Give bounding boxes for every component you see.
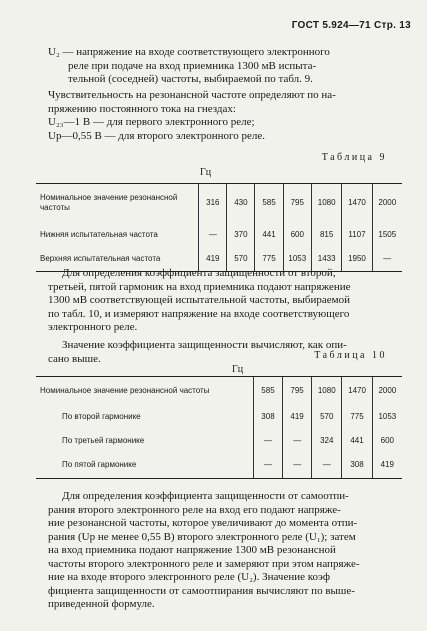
- text-line: рания второго электронного реле на вход его подают напряже-: [48, 503, 341, 516]
- table-cell: 1505: [372, 222, 402, 248]
- table-cell: 1470: [342, 184, 372, 222]
- table-cell: 1053: [283, 248, 311, 272]
- text-line: третьей, пятой гармоник на вход приемника подают напряжение: [48, 280, 351, 293]
- text-line: реле при подаче на вход приемника 1300 мВ испыта-: [68, 59, 317, 72]
- table-cell: —: [253, 429, 282, 453]
- row-label: Номинальное значение резонансной частоты: [36, 184, 199, 222]
- text-line: Для определения коэффициента защищенности от самоотпи-: [62, 490, 349, 502]
- row-label: Верхняя испытательная частота: [36, 248, 199, 272]
- row-label: По второй гармонике: [62, 411, 141, 421]
- text-line: U₂ — напряжение на входе соответствующего электронного: [48, 46, 330, 58]
- table-cell: —: [312, 453, 342, 479]
- text-line: Для определения коэффициента защищенности от второй,: [62, 267, 336, 279]
- table-cell: 1107: [342, 222, 372, 248]
- text-line: фициента защищенности от самоотпирания вычисляют по выше-: [48, 584, 355, 597]
- table-cell: 419: [199, 248, 227, 272]
- text-line: сано выше.: [48, 352, 101, 365]
- table-cell: 324: [312, 429, 342, 453]
- text-line: на вход приемника подают напряжение 1300 мВ резонансной: [48, 544, 336, 556]
- final-paragraph: [48, 490, 400, 612]
- table-cell: 316: [199, 184, 227, 222]
- table-cell: 775: [342, 405, 372, 429]
- table-cell: —: [283, 453, 312, 479]
- table-cell: 585: [255, 184, 283, 222]
- text-line: ние на входе второго электронного реле (U₂). Значение коэф: [48, 571, 330, 583]
- resonance-paragraph: [48, 89, 400, 143]
- table-cell: —: [372, 248, 402, 272]
- table-cell: 795: [283, 377, 312, 405]
- text-line: Uр—0,55 В — для второго электронного реле.: [48, 129, 266, 142]
- table-cell: 1470: [342, 377, 372, 405]
- table-cell: 570: [312, 405, 342, 429]
- table-cell: 308: [253, 405, 282, 429]
- table-cell: 1080: [312, 377, 342, 405]
- text-line: Чувствительность на резонансной частоте определяют по на-: [48, 89, 336, 101]
- table9-caption: Таблица 9: [321, 152, 387, 163]
- table-cell: 308: [342, 453, 372, 479]
- table-cell: 585: [253, 377, 282, 405]
- table-cell: 1053: [372, 405, 402, 429]
- table-cell: 1433: [312, 248, 342, 272]
- text-line: ние резонансной частоты, которое увеличивают до момента отпи-: [48, 517, 358, 529]
- row-label: Номинальное значение резонансной частоты: [36, 377, 253, 405]
- table-cell: 795: [283, 184, 311, 222]
- intro-paragraph: [48, 46, 400, 87]
- table-cell: 600: [372, 429, 402, 453]
- text-line: тельной (соседней) частоты, выбираемой по табл. 9.: [68, 73, 313, 85]
- page-header: ГОСТ 5.924—71 Стр. 13: [291, 20, 411, 31]
- table-cell: 2000: [372, 377, 402, 405]
- table10-caption: Таблица 10: [314, 350, 387, 361]
- table10-unit: Гц: [232, 364, 244, 375]
- table-cell: 430: [227, 184, 255, 222]
- table-cell: 1080: [312, 184, 342, 222]
- table-row: [36, 377, 402, 405]
- text-line: по табл. 10, и измеряют напряжение на входе соответствующего: [48, 307, 350, 320]
- table-cell: 570: [227, 248, 255, 272]
- table-cell: 775: [255, 248, 283, 272]
- table-cell: —: [253, 453, 282, 479]
- text-line: рания (Uр не менее 0,55 В) второго электронного реле (U₁); затем: [48, 530, 356, 543]
- table-9: [36, 183, 402, 272]
- text-line: пряжению постоянного тока на гнездах:: [48, 102, 236, 115]
- table-cell: 2000: [372, 184, 402, 222]
- table-cell: —: [199, 222, 227, 248]
- table-cell: 370: [227, 222, 255, 248]
- table-row: [36, 429, 402, 453]
- table9-unit: Гц: [200, 167, 212, 178]
- table-cell: 419: [283, 405, 312, 429]
- table-10: [36, 376, 402, 479]
- text-line: электронного реле.: [48, 321, 138, 333]
- table-row: [36, 184, 402, 222]
- table-cell: 441: [342, 429, 372, 453]
- table-row: [36, 222, 402, 248]
- protection-paragraph: [48, 267, 400, 335]
- row-label: По третьей гармонике: [62, 435, 145, 445]
- text-line: приведенной формуле.: [48, 598, 155, 610]
- text-line: Значение коэффициента защищенности вычисляют, как опи-: [62, 339, 347, 351]
- text-line: частоты второго электронного реле и замеряют при этом напряже-: [48, 557, 360, 570]
- table-cell: 815: [312, 222, 342, 248]
- table-cell: 419: [372, 453, 402, 479]
- table-cell: —: [283, 429, 312, 453]
- row-label: Нижняя испытательная частота: [40, 229, 158, 239]
- table-row: [36, 405, 402, 429]
- table-cell: 1950: [342, 248, 372, 272]
- text-line: U₂₃—1 В — для первого электронного реле;: [48, 116, 255, 128]
- row-label: По пятой гармонике: [36, 453, 253, 479]
- table-cell: 441: [255, 222, 283, 248]
- table-row: [36, 453, 402, 479]
- text-line: 1300 мВ соответствующей испытательной частоты, выбираемой: [48, 294, 351, 306]
- table-cell: 600: [283, 222, 311, 248]
